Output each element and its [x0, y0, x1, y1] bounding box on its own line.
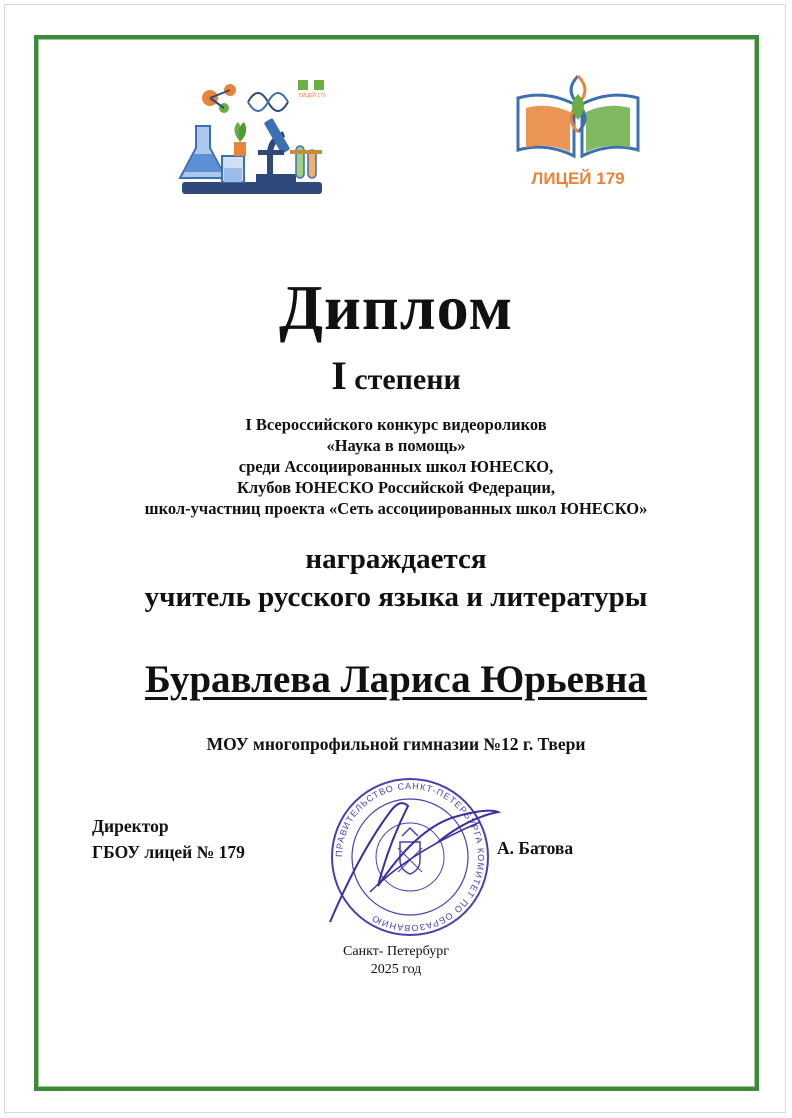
signatory-name: А. Батова — [497, 838, 574, 858]
diploma-title: Диплом — [278, 272, 514, 343]
contest-line: среди Ассоциированных школ ЮНЕСКО, — [238, 457, 554, 476]
contest-line: Клубов ЮНЕСКО Российской Федерации, — [236, 478, 556, 497]
signatory-organization: ГБОУ лицей № 179 — [92, 842, 245, 862]
footer — [40, 943, 752, 979]
degree-roman-numeral: I — [331, 353, 347, 398]
contest-line: I Всероссийского конкурс видеороликов — [245, 415, 547, 434]
stamp-ring-text: ПРАВИТЕЛЬСТВО САНКТ-ПЕТЕРБУРГА КОМИТЕТ ПО ОБРАЗОВАНИЮ — [333, 780, 487, 934]
lyceum-179-logo — [512, 68, 644, 190]
official-stamp — [310, 772, 510, 942]
diploma-degree — [40, 353, 752, 398]
awarded-text — [40, 540, 752, 616]
signatory-position — [92, 813, 245, 865]
recipient-school: МОУ многопрофильной гимназии №12 г. Твери — [206, 734, 586, 754]
lyceum-logo-caption: ЛИЦЕЙ 179 — [531, 169, 625, 188]
recipient-name: Буравлева Лариса Юрьевна — [145, 658, 647, 701]
svg-text:ПРАВИТЕЛЬСТВО САНКТ-ПЕТЕРБУРГА — [334, 781, 486, 933]
science-logo-caption: ЛИЦЕЙ 179 — [298, 93, 326, 99]
footer-year: 2025 год — [370, 962, 422, 977]
contest-line: школ-участниц проекта «Сеть ассоциированных школ ЮНЕСКО» — [144, 499, 648, 518]
contest-line: «Наука в помощь» — [326, 436, 466, 455]
awarded-line: награждается — [305, 543, 487, 575]
science-lab-logo — [178, 64, 336, 204]
awarded-line: учитель русского языка и литературы — [144, 581, 648, 613]
signatory-title: Директор — [92, 816, 169, 836]
contest-description — [40, 414, 752, 519]
degree-word: степени — [354, 363, 461, 396]
footer-city: Санкт- Петербург — [343, 944, 449, 959]
